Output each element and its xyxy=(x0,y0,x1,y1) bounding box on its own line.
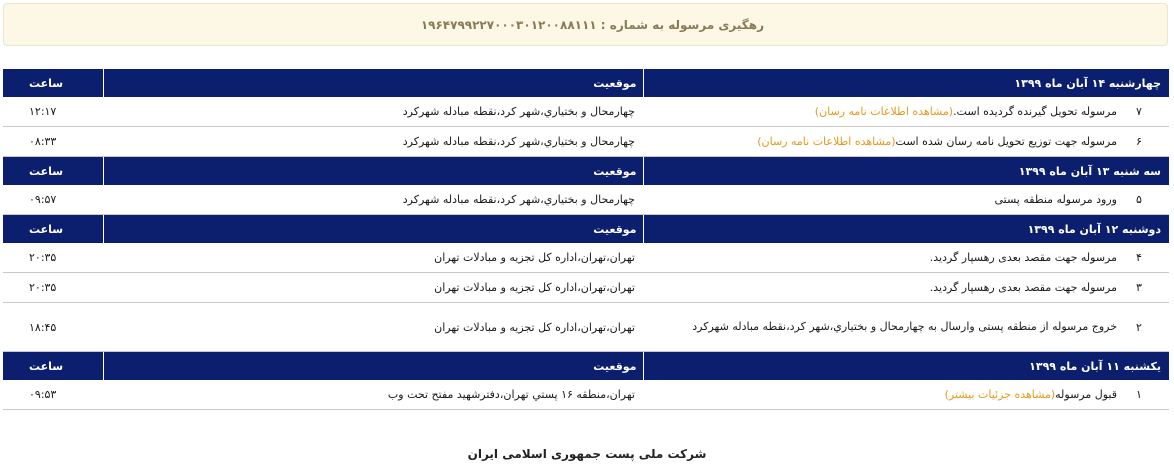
event-number: ۳ xyxy=(1136,281,1142,294)
event-time: ۱۲:۱۷ xyxy=(3,97,103,127)
event-details-link[interactable]: (مشاهده اطلاعات نامه رسان) xyxy=(757,134,896,148)
event-location: تهران،تهران،اداره کل تجزیه و مبادلات تهران xyxy=(103,303,643,352)
event-row xyxy=(3,97,1169,127)
event-text-label: مرسوله جهت توزیع تحویل نامه رسان شده است xyxy=(895,134,1117,148)
event-time: ۰۹:۵۳ xyxy=(3,380,103,410)
event-description xyxy=(651,387,1161,403)
event-location: چهارمحال و بختیاري،شهر کرد،نقطه مبادله شهرکرد xyxy=(103,185,643,215)
event-description-cell xyxy=(643,185,1169,215)
event-number: ۵ xyxy=(1136,193,1142,206)
event-time: ۰۸:۳۳ xyxy=(3,127,103,157)
event-text-label: ورود مرسوله منطقه پستی xyxy=(994,192,1117,206)
event-text xyxy=(651,280,1117,296)
event-row xyxy=(3,127,1169,157)
event-row xyxy=(3,380,1169,410)
event-number: ۱ xyxy=(1136,388,1142,401)
event-time: ۱۸:۴۵ xyxy=(3,303,103,352)
event-details-link[interactable]: (مشاهده جزئیات بیشتر) xyxy=(944,387,1056,401)
event-number: ۲ xyxy=(1136,320,1142,334)
event-text xyxy=(651,319,1117,335)
event-text xyxy=(651,104,1117,120)
column-header-location: موقعیت xyxy=(103,157,643,186)
event-text xyxy=(651,387,1117,403)
event-time: ۲۰:۳۵ xyxy=(3,243,103,273)
event-description xyxy=(651,250,1161,266)
event-description xyxy=(651,192,1161,208)
event-description-cell xyxy=(643,273,1169,303)
event-description xyxy=(651,280,1161,296)
event-description xyxy=(651,104,1161,120)
event-text-label: خروج مرسوله از منطقه پستی وارسال به چهارمحال و بختیاري،شهر کرد،نقطه مبادله شهرکرد xyxy=(692,320,1117,333)
event-row xyxy=(3,185,1169,215)
day-date: چهارشنبه ۱۴ آبان ماه ۱۳۹۹ xyxy=(643,69,1169,97)
day-date: سه شنبه ۱۳ آبان ماه ۱۳۹۹ xyxy=(643,157,1169,186)
event-location: تهران،تهران،اداره کل تجزیه و مبادلات تهران xyxy=(103,273,643,303)
event-details-link[interactable]: (مشاهده اطلاعات نامه رسان) xyxy=(814,104,954,118)
tracking-number-title: رهگیری مرسوله به شماره : ۱۹۶۴۷۹۹۲۲۷۰۰۰۳۰۱۲۰۰۸۸۱۱۱ xyxy=(420,17,764,32)
event-text-label: مرسوله تحویل گیرنده گردیده است. xyxy=(953,104,1117,118)
event-text-label: قبول مرسوله xyxy=(1055,387,1117,401)
event-number: ۴ xyxy=(1136,251,1142,264)
column-header-location: موقعیت xyxy=(103,215,643,244)
day-date: یکشنبه ۱۱ آبان ماه ۱۳۹۹ xyxy=(643,352,1169,381)
day-header-row xyxy=(3,215,1169,244)
event-location: تهران،تهران،اداره کل تجزیه و مبادلات تهران xyxy=(103,243,643,273)
column-header-location: موقعیت xyxy=(103,69,643,97)
event-description-cell xyxy=(643,243,1169,273)
event-description xyxy=(651,319,1161,335)
column-header-location: موقعیت xyxy=(103,352,643,381)
event-text xyxy=(651,134,1117,150)
event-number: ۶ xyxy=(1136,135,1142,148)
day-header-row xyxy=(3,352,1169,381)
column-header-time: ساعت xyxy=(3,215,103,244)
day-header-row xyxy=(3,69,1169,97)
event-description-cell xyxy=(643,380,1169,410)
event-text-label: مرسوله جهت مقصد بعدی رهسپار گردید. xyxy=(929,280,1117,294)
tracking-banner xyxy=(3,3,1168,46)
event-row xyxy=(3,303,1169,352)
event-row xyxy=(3,243,1169,273)
column-header-time: ساعت xyxy=(3,69,103,97)
event-text-label: مرسوله جهت مقصد بعدی رهسپار گردید. xyxy=(929,250,1117,264)
event-location: تهران،منطقه ۱۶ پستي تهران،دفترشهید مفتح تحت وب xyxy=(103,380,643,410)
event-description-cell xyxy=(643,97,1169,127)
event-time: ۲۰:۳۵ xyxy=(3,273,103,303)
column-header-time: ساعت xyxy=(3,352,103,381)
column-header-time: ساعت xyxy=(3,157,103,186)
event-time: ۰۹:۵۷ xyxy=(3,185,103,215)
day-header-row xyxy=(3,157,1169,186)
day-date: دوشنبه ۱۲ آبان ماه ۱۳۹۹ xyxy=(643,215,1169,244)
event-description-cell xyxy=(643,127,1169,157)
tracking-table xyxy=(3,69,1169,410)
event-text xyxy=(651,192,1117,208)
event-location: چهارمحال و بختیاري،شهر کرد،نقطه مبادله شهرکرد xyxy=(103,97,643,127)
event-location: چهارمحال و بختیاري،شهر کرد،نقطه مبادله شهرکرد xyxy=(103,127,643,157)
event-number: ۷ xyxy=(1136,105,1142,118)
event-row xyxy=(3,273,1169,303)
footer-company-name: شرکت ملی پست جمهوری اسلامی ایران xyxy=(467,447,707,461)
event-text xyxy=(651,250,1117,266)
event-description xyxy=(651,134,1161,150)
event-description-cell xyxy=(643,303,1169,352)
